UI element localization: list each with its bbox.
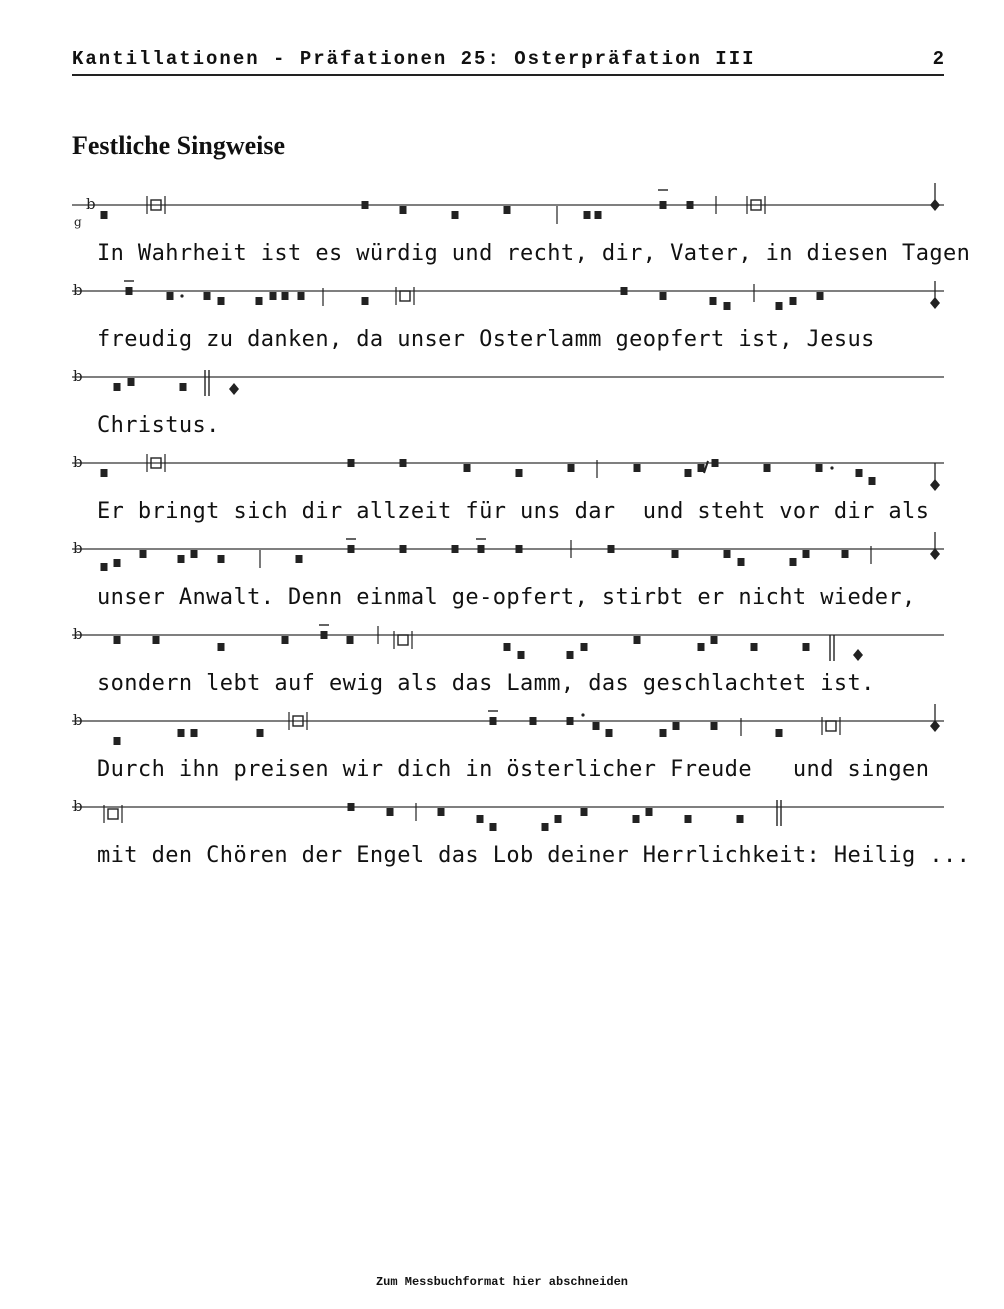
note (660, 201, 667, 209)
final-note (930, 479, 940, 491)
lyric-line: In Wahrheit ist es würdig und recht, dir, Vater, in diesen Tagen (97, 241, 971, 266)
note (178, 729, 185, 737)
note (387, 808, 394, 816)
note (191, 729, 198, 737)
note (776, 302, 783, 310)
note (178, 555, 185, 563)
flat-sign: b (73, 625, 83, 643)
section-title: Festliche Singweise (72, 131, 286, 160)
note (348, 459, 355, 467)
note (101, 211, 108, 219)
note (751, 643, 758, 651)
note (218, 297, 225, 305)
note (660, 292, 667, 300)
final-note (853, 649, 863, 661)
final-note (930, 297, 940, 309)
note (114, 383, 121, 391)
note (452, 211, 459, 219)
note (803, 550, 810, 558)
dot (581, 713, 584, 716)
note (348, 545, 355, 553)
note (633, 815, 640, 823)
note (710, 297, 717, 305)
lyric-line: mit den Chören der Engel das Lob deiner Herrlichkeit: Heilig ... (97, 843, 971, 868)
note (595, 211, 602, 219)
note (842, 550, 849, 558)
final-note (930, 199, 940, 211)
lyric-line: unser Anwalt. Denn einmal ge-opfert, stirbt er nicht wieder, (97, 585, 916, 610)
note (270, 292, 277, 300)
note (218, 555, 225, 563)
final-note (229, 383, 239, 395)
note (711, 722, 718, 730)
note (568, 464, 575, 472)
header-title: Kantillationen - Präfationen 25: Osterpräfation III (72, 48, 756, 70)
note (555, 815, 562, 823)
note (673, 722, 680, 730)
dot (830, 466, 833, 469)
note (764, 464, 771, 472)
flat-sign: b (73, 711, 83, 729)
note (724, 302, 731, 310)
note (790, 297, 797, 305)
note (646, 808, 653, 816)
note (869, 477, 876, 485)
clef-letter: g (74, 215, 82, 229)
note (698, 643, 705, 651)
note (140, 550, 147, 558)
note (530, 717, 537, 725)
note (257, 729, 264, 737)
note (504, 206, 511, 214)
note (634, 636, 641, 644)
note (490, 717, 497, 725)
lyric-line: sondern lebt auf ewig als das Lamm, das geschlachtet ist. (97, 671, 875, 696)
note (114, 636, 121, 644)
note (504, 643, 511, 651)
note (672, 550, 679, 558)
note (687, 201, 694, 209)
note (737, 815, 744, 823)
note (584, 211, 591, 219)
note (776, 729, 783, 737)
note (114, 559, 121, 567)
note (567, 717, 574, 725)
flat-sign: b (73, 797, 83, 815)
note (634, 464, 641, 472)
note (621, 287, 628, 295)
note (817, 292, 824, 300)
note (296, 555, 303, 563)
note (738, 558, 745, 566)
note (711, 636, 718, 644)
note (153, 636, 160, 644)
note (114, 737, 121, 745)
lyric-line: Durch ihn preisen wir dich in österlicher Freude und singen (97, 757, 930, 782)
note (101, 563, 108, 571)
note (218, 643, 225, 651)
note (348, 803, 355, 811)
footer-note: Zum Messbuchformat hier abschneiden (375, 1275, 629, 1289)
note (128, 378, 135, 386)
open-note (400, 291, 410, 301)
note (698, 464, 705, 472)
note (606, 729, 613, 737)
note (856, 469, 863, 477)
note (608, 545, 615, 553)
open-note (108, 809, 118, 819)
open-note (826, 721, 836, 731)
note (516, 469, 523, 477)
note (803, 643, 810, 651)
flat-sign: b (73, 453, 83, 471)
note (191, 550, 198, 558)
note (362, 201, 369, 209)
lyric-line: Er bringt sich dir allzeit für uns dar und steht vor dir als (97, 499, 930, 524)
note (478, 545, 485, 553)
note (362, 297, 369, 305)
note (816, 464, 823, 472)
note (685, 469, 692, 477)
flat-sign: b (86, 195, 96, 213)
note (204, 292, 211, 300)
lyric-line: freudig zu danken, da unser Osterlamm geopfert ist, Jesus (97, 327, 875, 352)
note (581, 643, 588, 651)
note (660, 729, 667, 737)
final-note (930, 548, 940, 560)
note (347, 636, 354, 644)
note (542, 823, 549, 831)
note (400, 206, 407, 214)
note (180, 383, 187, 391)
note (282, 636, 289, 644)
note (321, 631, 328, 639)
note (477, 815, 484, 823)
note (126, 287, 133, 295)
note (400, 545, 407, 553)
note (400, 459, 407, 467)
note (282, 292, 289, 300)
clef-marks (73, 195, 96, 815)
note (490, 823, 497, 831)
note (452, 545, 459, 553)
note (712, 459, 719, 467)
note (567, 651, 574, 659)
open-note (398, 635, 408, 645)
flat-sign: b (73, 539, 83, 557)
note (298, 292, 305, 300)
note (464, 464, 471, 472)
note (518, 651, 525, 659)
note (790, 558, 797, 566)
page-number: 2 (932, 48, 944, 70)
note (685, 815, 692, 823)
flat-sign: b (73, 281, 83, 299)
note (256, 297, 263, 305)
note (581, 808, 588, 816)
final-note (930, 720, 940, 732)
note (101, 469, 108, 477)
note (724, 550, 731, 558)
note (438, 808, 445, 816)
note (167, 292, 174, 300)
flat-sign: b (73, 367, 83, 385)
dot (180, 294, 183, 297)
lyric-line: Christus. (97, 413, 220, 438)
note (593, 722, 600, 730)
note (516, 545, 523, 553)
